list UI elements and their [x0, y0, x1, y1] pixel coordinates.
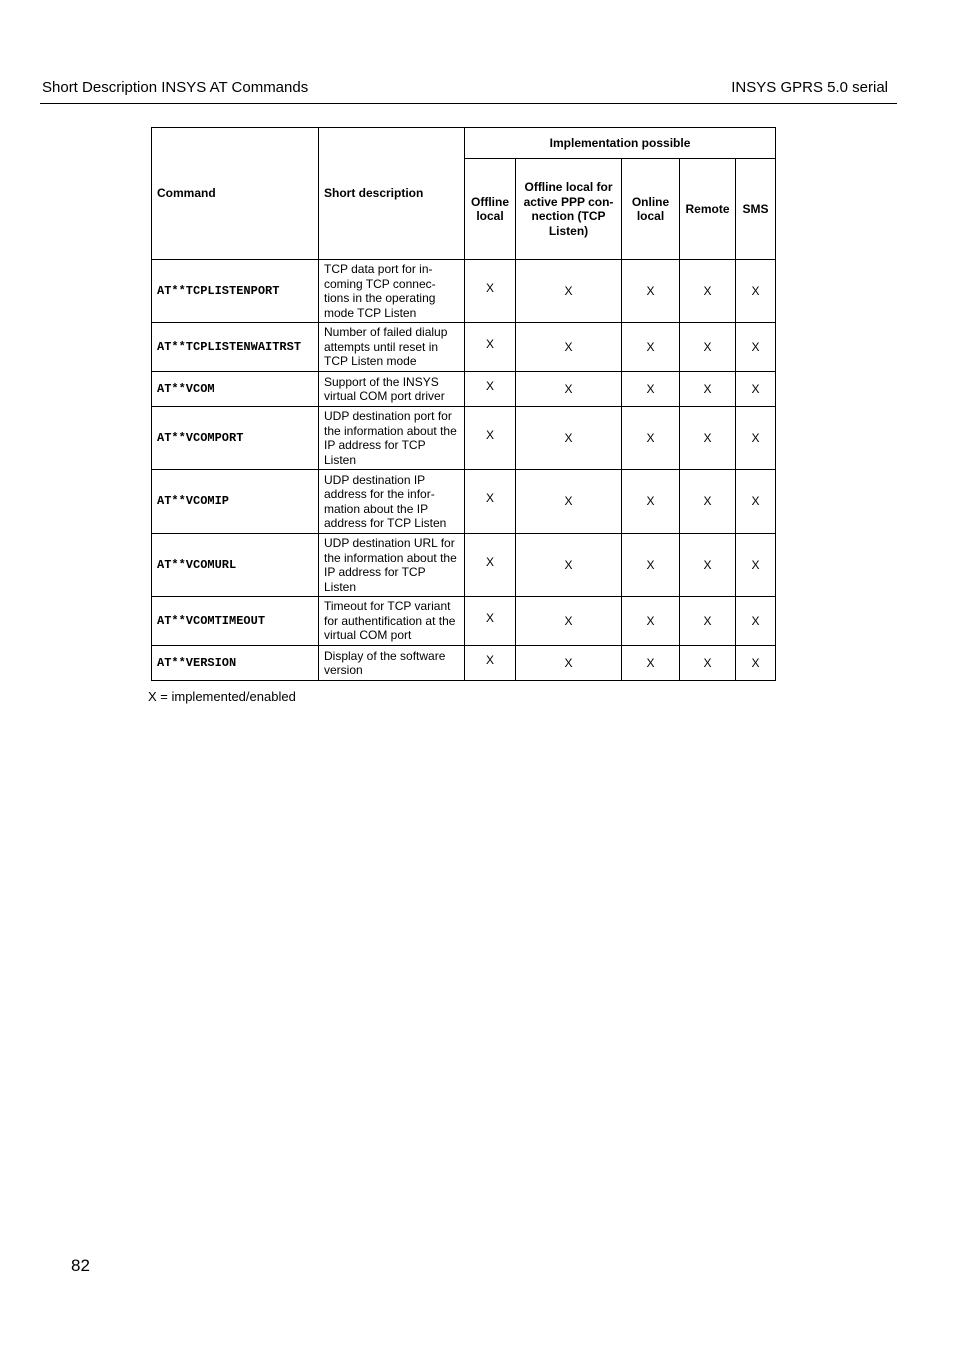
- command-cell: AT**VCOMURL: [152, 534, 319, 597]
- mark-cell: X: [516, 407, 622, 470]
- mark-cell: X: [516, 260, 622, 323]
- description-cell: UDP destination port for the information about the IP address for TCP Listen: [319, 407, 465, 470]
- table-row: [152, 646, 776, 681]
- column-header-offline-ppp: Offline local for active PPP con-nection (TCP Listen): [516, 159, 622, 260]
- column-group-implementation: Implementation possible: [465, 128, 776, 159]
- running-header-title: Short Description INSYS AT Commands: [42, 79, 309, 96]
- table-row: [152, 260, 776, 323]
- command-cell: AT**VCOM: [152, 372, 319, 407]
- at-commands-table: [151, 127, 776, 681]
- table-row: [152, 372, 776, 407]
- table-row: [152, 534, 776, 597]
- command-cell: AT**VCOMPORT: [152, 407, 319, 470]
- mark-cell: X: [736, 260, 776, 323]
- description-cell: UDP destination URL for the information about the IP address for TCP Listen: [319, 534, 465, 597]
- mark-cell: X: [516, 470, 622, 534]
- mark: X: [485, 427, 494, 442]
- table-row: [152, 597, 776, 646]
- mark-cell: [465, 646, 516, 681]
- mark-cell: X: [516, 323, 622, 372]
- mark-cell: X: [736, 534, 776, 597]
- mark-cell: X: [680, 323, 736, 372]
- table-row: [152, 323, 776, 372]
- table-row: [152, 407, 776, 470]
- mark-cell: [465, 597, 516, 646]
- mark-cell: [465, 260, 516, 323]
- mark-cell: [465, 470, 516, 534]
- mark: X: [485, 378, 494, 393]
- table-row: [152, 470, 776, 534]
- mark-cell: [465, 372, 516, 407]
- mark: X: [485, 610, 494, 625]
- column-header-command: Command: [152, 128, 319, 260]
- column-header-offline-local: Offline local: [465, 159, 516, 260]
- mark-cell: X: [680, 260, 736, 323]
- mark-cell: X: [736, 597, 776, 646]
- mark-cell: X: [622, 646, 680, 681]
- mark-cell: X: [622, 372, 680, 407]
- mark-cell: X: [622, 323, 680, 372]
- mark-cell: X: [680, 407, 736, 470]
- mark: X: [485, 336, 494, 351]
- description-cell: TCP data port for in-coming TCP connec-tions in the operating mode TCP Listen: [319, 260, 465, 323]
- mark: X: [485, 280, 494, 295]
- mark-cell: X: [680, 646, 736, 681]
- mark-cell: X: [680, 470, 736, 534]
- mark-cell: X: [680, 534, 736, 597]
- mark: X: [485, 652, 494, 667]
- description-cell: Display of the software version: [319, 646, 465, 681]
- header-divider: [40, 103, 897, 104]
- table-legend: X = implemented/enabled: [148, 689, 296, 704]
- column-header-online-local: Online local: [622, 159, 680, 260]
- description-cell: UDP destination IP address for the infor-mation about the IP address for TCP Listen: [319, 470, 465, 534]
- mark-cell: X: [680, 597, 736, 646]
- mark-cell: X: [516, 372, 622, 407]
- command-cell: AT**VERSION: [152, 646, 319, 681]
- description-cell: Timeout for TCP variant for authentification at the virtual COM port: [319, 597, 465, 646]
- mark-cell: X: [516, 597, 622, 646]
- description-cell: Number of failed dialup attempts until reset in TCP Listen mode: [319, 323, 465, 372]
- mark-cell: X: [622, 407, 680, 470]
- running-header-product: INSYS GPRS 5.0 serial: [731, 79, 888, 96]
- column-header-sms: SMS: [736, 159, 776, 260]
- mark-cell: X: [622, 534, 680, 597]
- column-header-description: Short description: [319, 128, 465, 260]
- mark-cell: X: [736, 646, 776, 681]
- mark: X: [485, 491, 494, 506]
- command-cell: AT**VCOMIP: [152, 470, 319, 534]
- column-header-remote: Remote: [680, 159, 736, 260]
- mark-cell: [465, 407, 516, 470]
- command-cell: AT**TCPLISTENWAITRST: [152, 323, 319, 372]
- mark-cell: X: [736, 407, 776, 470]
- command-cell: AT**VCOMTIMEOUT: [152, 597, 319, 646]
- mark-cell: X: [516, 534, 622, 597]
- mark-cell: X: [736, 470, 776, 534]
- mark-cell: X: [680, 372, 736, 407]
- mark-cell: X: [736, 323, 776, 372]
- mark-cell: X: [622, 260, 680, 323]
- mark-cell: X: [516, 646, 622, 681]
- command-cell: AT**TCPLISTENPORT: [152, 260, 319, 323]
- page-number: 82: [71, 1256, 90, 1275]
- mark-cell: [465, 323, 516, 372]
- mark-cell: X: [736, 372, 776, 407]
- mark: X: [485, 554, 494, 569]
- mark-cell: X: [622, 597, 680, 646]
- mark-cell: X: [622, 470, 680, 534]
- mark-cell: [465, 534, 516, 597]
- description-cell: Support of the INSYS virtual COM port driver: [319, 372, 465, 407]
